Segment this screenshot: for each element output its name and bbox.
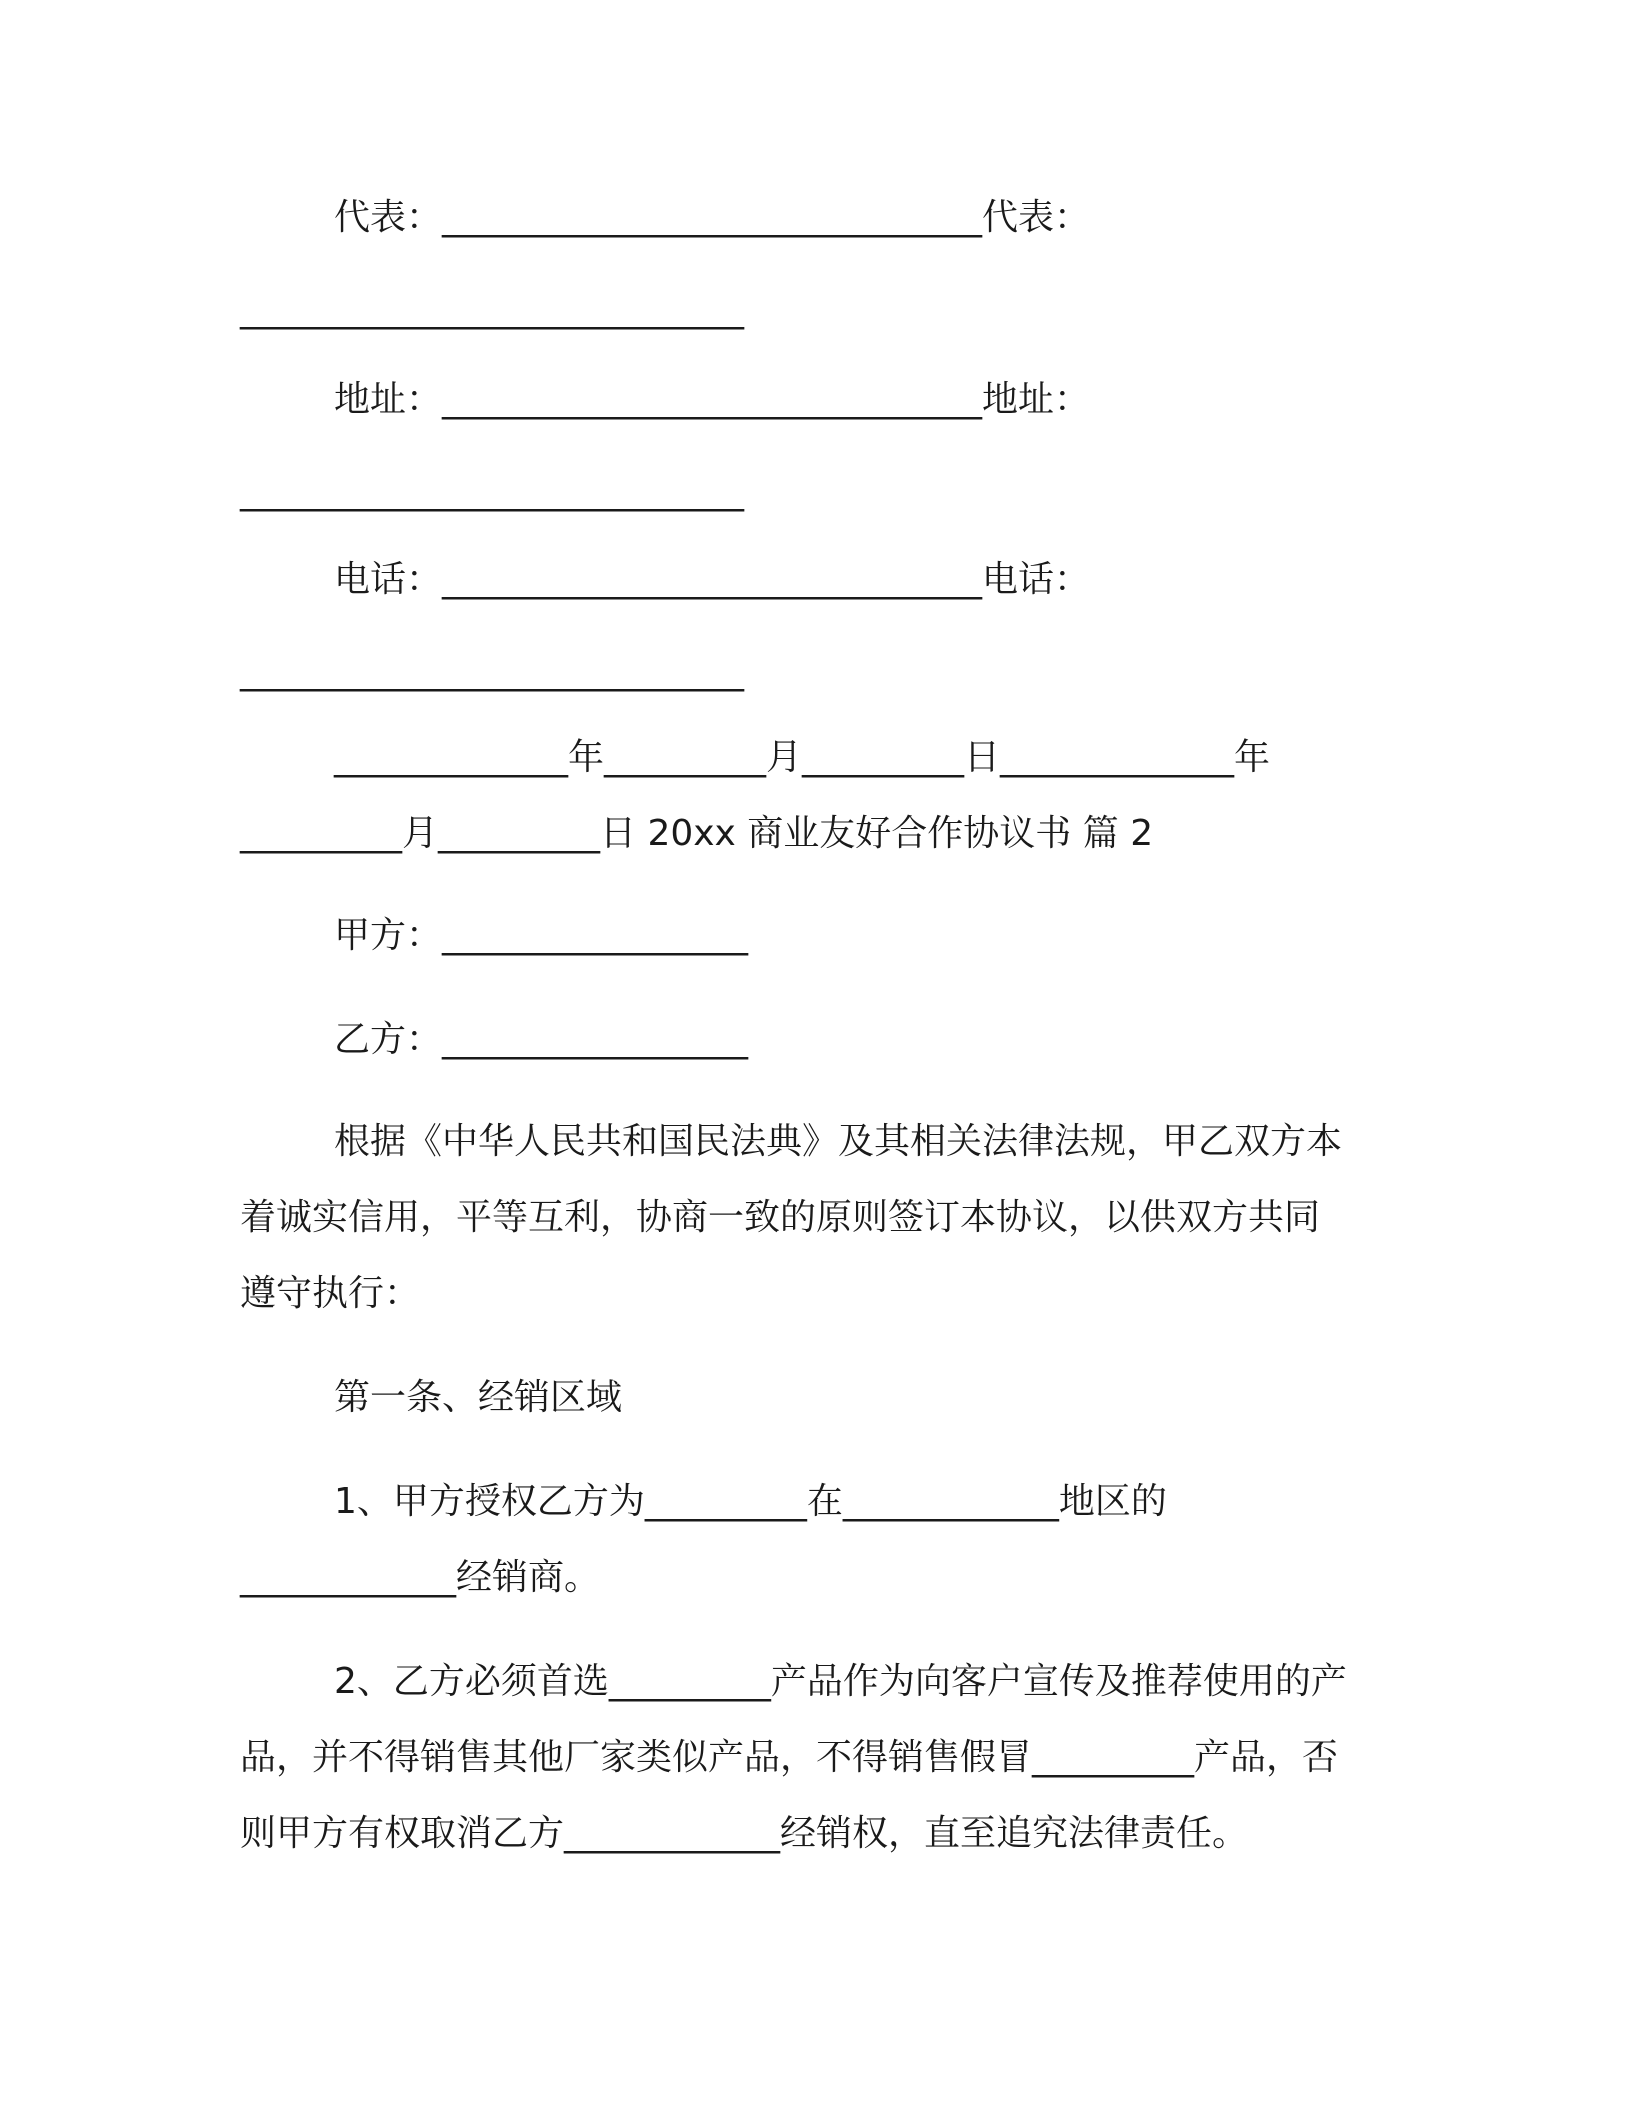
representative-blank-line: ____________________________ xyxy=(240,289,744,330)
phone-line: 电话：______________________________电话： xyxy=(334,559,1091,600)
representative-line: 代表：______________________________代表： xyxy=(334,197,1091,238)
address-blank-line: ____________________________ xyxy=(240,471,744,512)
paragraph-line: 根据《中华人民共和国民法典》及其相关法律法规，甲乙双方本 xyxy=(334,1121,1343,1162)
date-title-line: _________月_________日 20xx 商业友好合作协议书 篇 2 xyxy=(240,813,1154,854)
clause-1-line: ____________经销商。 xyxy=(240,1557,601,1598)
article-heading: 第一条、经销区域 xyxy=(334,1377,623,1418)
date-line: _____________年_________月_________日_____________年 xyxy=(334,737,1270,778)
party-b-line: 乙方：_________________ xyxy=(334,1019,749,1060)
paragraph-line: 着诚实信用，平等互利，协商一致的原则签订本协议，以供双方共同 xyxy=(240,1197,1321,1238)
paragraph-line: 遵守执行： xyxy=(240,1273,421,1314)
clause-2-line: 则甲方有权取消乙方____________经销权，直至追究法律责任。 xyxy=(240,1813,1249,1854)
phone-blank-line: ____________________________ xyxy=(240,651,744,692)
party-a-line: 甲方：_________________ xyxy=(334,915,749,956)
clause-2-line: 品，并不得销售其他厂家类似产品，不得销售假冒_________产品，否 xyxy=(240,1737,1339,1778)
clause-2-line: 2、乙方必须首选_________产品作为向客户宣传及推荐使用的产 xyxy=(334,1661,1347,1702)
clause-1-line: 1、甲方授权乙方为_________在____________地区的 xyxy=(334,1481,1167,1522)
address-line: 地址：______________________________地址： xyxy=(334,379,1091,420)
